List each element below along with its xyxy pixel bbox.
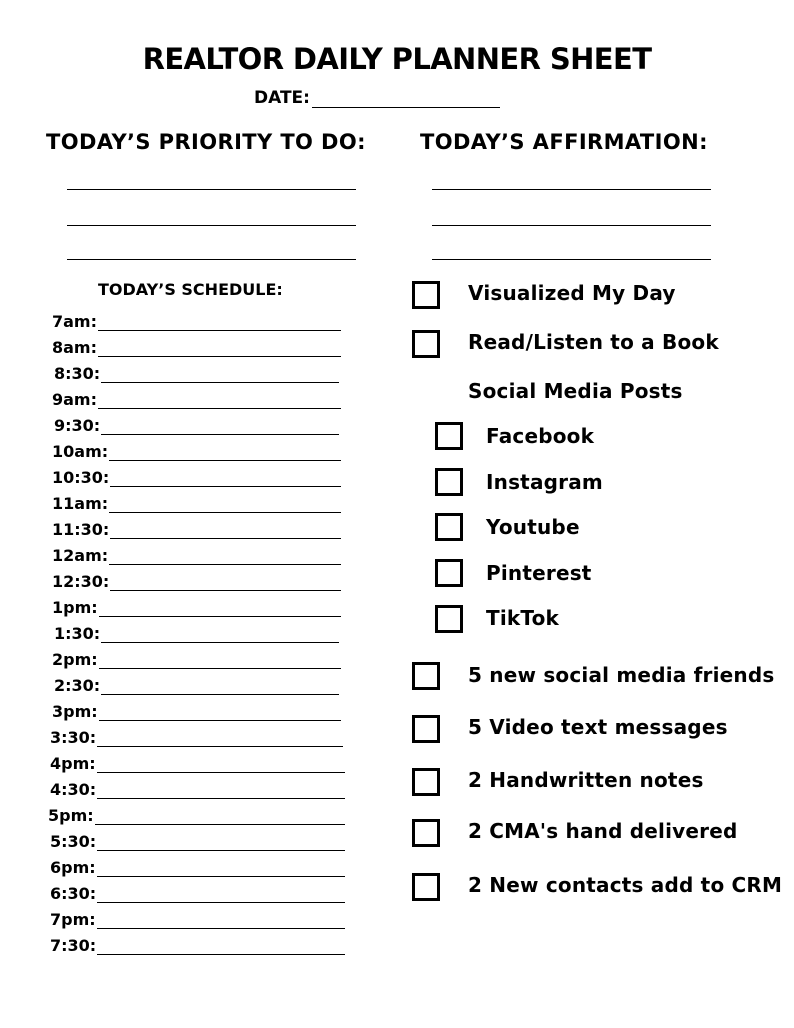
schedule-entry-line[interactable] xyxy=(101,680,339,695)
schedule-row xyxy=(0,773,380,799)
schedule-entry-line[interactable] xyxy=(97,940,345,955)
schedule-time-label: 9am: xyxy=(52,390,97,409)
schedule-time-label: 4:30: xyxy=(50,780,97,799)
schedule-row xyxy=(0,331,380,357)
schedule-time-label: 8:30: xyxy=(54,364,101,383)
checkbox-visualized[interactable] xyxy=(412,281,440,309)
schedule-time-label: 9:30: xyxy=(54,416,101,435)
item-visualized: Visualized My Day xyxy=(468,281,676,305)
schedule-time-label: 3pm: xyxy=(52,702,98,721)
schedule-row xyxy=(0,487,380,513)
schedule-time-label: 5:30: xyxy=(50,832,97,851)
schedule-row xyxy=(0,643,380,669)
item-task: 2 CMA's hand delivered xyxy=(468,819,738,843)
checkbox-read[interactable] xyxy=(412,330,440,358)
schedule-entry-line[interactable] xyxy=(97,888,345,903)
schedule-row xyxy=(0,565,380,591)
checkbox-task[interactable] xyxy=(412,819,440,847)
schedule-row xyxy=(0,409,380,435)
schedule-time-label: 12:30: xyxy=(52,572,110,591)
affirmation-heading: TODAY’S AFFIRMATION: xyxy=(420,130,708,154)
schedule-row xyxy=(0,305,380,331)
schedule-row xyxy=(0,435,380,461)
schedule-time-label: 8am: xyxy=(52,338,97,357)
item-youtube: Youtube xyxy=(486,515,580,539)
schedule-time-label: 2pm: xyxy=(52,650,98,669)
affirmation-line[interactable] xyxy=(432,189,711,190)
schedule-entry-line[interactable] xyxy=(98,394,341,409)
schedule-entry-line[interactable] xyxy=(95,810,345,825)
checkbox-task[interactable] xyxy=(412,715,440,743)
schedule-entry-line[interactable] xyxy=(101,368,339,383)
priority-line[interactable] xyxy=(67,259,356,260)
schedule-row xyxy=(0,669,380,695)
schedule-entry-line[interactable] xyxy=(97,836,345,851)
schedule-row xyxy=(0,851,380,877)
schedule-entry-line[interactable] xyxy=(97,732,343,747)
schedule-time-label: 1:30: xyxy=(54,624,101,643)
schedule-time-label: 3:30: xyxy=(50,728,97,747)
schedule-row xyxy=(0,461,380,487)
date-input-line[interactable] xyxy=(312,89,500,108)
schedule-row xyxy=(0,513,380,539)
schedule-row xyxy=(0,695,380,721)
schedule-row xyxy=(0,357,380,383)
schedule-time-label: 5pm: xyxy=(48,806,94,825)
schedule-time-label: 11:30: xyxy=(52,520,110,539)
priority-line[interactable] xyxy=(67,189,356,190)
schedule-entry-line[interactable] xyxy=(109,446,341,461)
item-tiktok: TikTok xyxy=(486,606,560,630)
checkbox-youtube[interactable] xyxy=(435,513,463,541)
schedule-row xyxy=(0,825,380,851)
page-title: REALTOR DAILY PLANNER SHEET xyxy=(142,42,652,76)
schedule-entry-line[interactable] xyxy=(99,654,341,669)
item-task: 2 New contacts add to CRM xyxy=(468,873,783,897)
schedule-row xyxy=(0,383,380,409)
schedule-entry-line[interactable] xyxy=(97,862,345,877)
schedule-list xyxy=(0,305,380,955)
schedule-time-label: 7pm: xyxy=(50,910,96,929)
schedule-row xyxy=(0,877,380,903)
schedule-time-label: 10:30: xyxy=(52,468,110,487)
schedule-entry-line[interactable] xyxy=(110,472,341,487)
affirmation-line[interactable] xyxy=(432,225,711,226)
item-instagram: Instagram xyxy=(486,470,603,494)
schedule-entry-line[interactable] xyxy=(98,316,341,331)
schedule-row xyxy=(0,539,380,565)
schedule-row xyxy=(0,903,380,929)
schedule-row xyxy=(0,617,380,643)
schedule-row xyxy=(0,799,380,825)
affirmation-line[interactable] xyxy=(432,259,711,260)
checkbox-task[interactable] xyxy=(412,873,440,901)
schedule-row xyxy=(0,929,380,955)
item-task: 5 new social media friends xyxy=(468,663,775,687)
schedule-time-label: 10am: xyxy=(52,442,109,461)
schedule-time-label: 12am: xyxy=(52,546,109,565)
schedule-time-label: 1pm: xyxy=(52,598,98,617)
checkbox-facebook[interactable] xyxy=(435,422,463,450)
item-facebook: Facebook xyxy=(486,424,595,448)
item-task: 5 Video text messages xyxy=(468,715,728,739)
item-read: Read/Listen to a Book xyxy=(468,330,719,354)
schedule-entry-line[interactable] xyxy=(99,602,341,617)
social-media-heading: Social Media Posts xyxy=(468,379,683,403)
schedule-time-label: 6:30: xyxy=(50,884,97,903)
priority-heading: TODAY’S PRIORITY TO DO: xyxy=(46,130,366,154)
priority-line[interactable] xyxy=(67,225,356,226)
schedule-entry-line[interactable] xyxy=(110,576,341,591)
checkbox-task[interactable] xyxy=(412,662,440,690)
item-pinterest: Pinterest xyxy=(486,561,592,585)
date-field xyxy=(254,88,500,108)
schedule-time-label: 11am: xyxy=(52,494,109,513)
checkbox-task[interactable] xyxy=(412,768,440,796)
schedule-row xyxy=(0,747,380,773)
schedule-entry-line[interactable] xyxy=(109,550,341,565)
schedule-entry-line[interactable] xyxy=(101,628,339,643)
schedule-entry-line[interactable] xyxy=(99,706,341,721)
schedule-heading: TODAY’S SCHEDULE: xyxy=(98,280,283,299)
date-label: DATE: xyxy=(254,88,310,108)
checkbox-tiktok[interactable] xyxy=(435,605,463,633)
schedule-entry-line[interactable] xyxy=(101,420,339,435)
schedule-time-label: 4pm: xyxy=(50,754,96,773)
schedule-entry-line[interactable] xyxy=(110,524,341,539)
schedule-time-label: 7am: xyxy=(52,312,97,331)
schedule-row xyxy=(0,721,380,747)
schedule-time-label: 7:30: xyxy=(50,936,97,955)
schedule-time-label: 6pm: xyxy=(50,858,96,877)
item-task: 2 Handwritten notes xyxy=(468,768,704,792)
schedule-row xyxy=(0,591,380,617)
schedule-entry-line[interactable] xyxy=(97,914,345,929)
schedule-entry-line[interactable] xyxy=(97,758,345,773)
schedule-entry-line[interactable] xyxy=(98,342,341,357)
checkbox-instagram[interactable] xyxy=(435,468,463,496)
schedule-entry-line[interactable] xyxy=(97,784,345,799)
schedule-time-label: 2:30: xyxy=(54,676,101,695)
schedule-entry-line[interactable] xyxy=(109,498,341,513)
checkbox-pinterest[interactable] xyxy=(435,559,463,587)
